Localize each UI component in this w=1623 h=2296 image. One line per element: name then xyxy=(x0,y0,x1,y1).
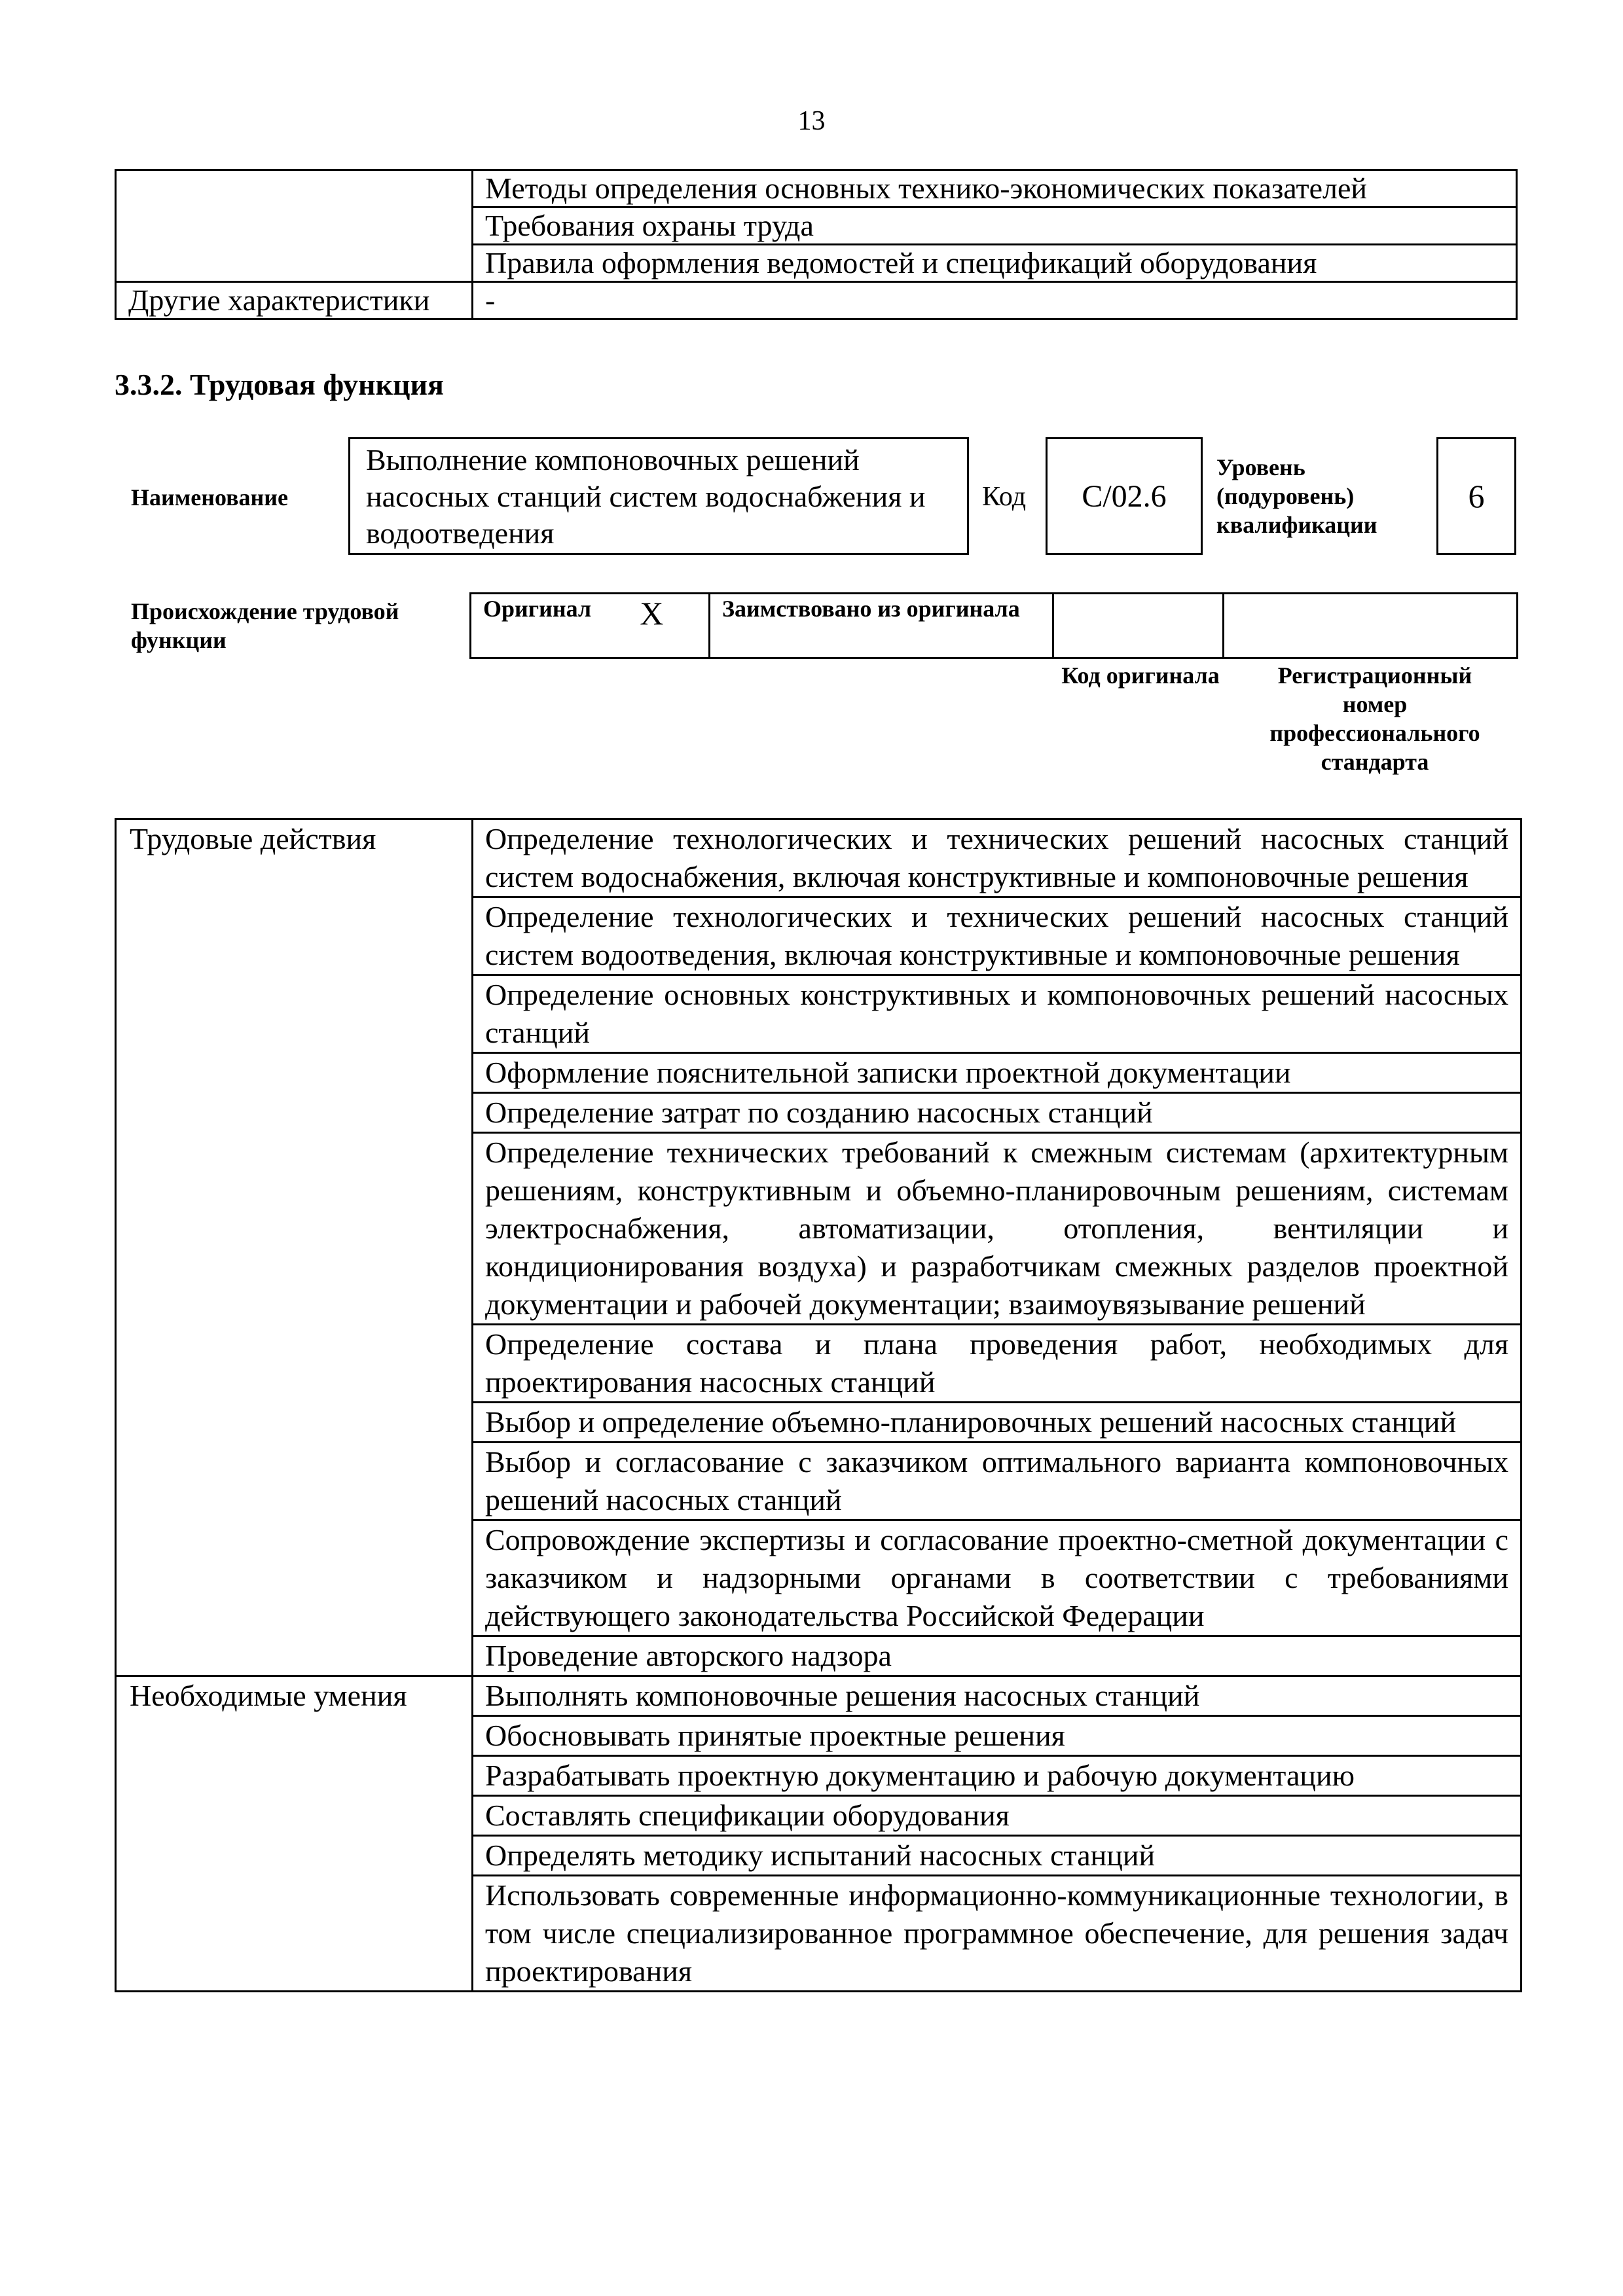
other-characteristics-label: Другие характеристики xyxy=(116,282,473,319)
level-label: Уровень (подуровень) квалификации xyxy=(1216,454,1377,538)
skill-item: Разрабатывать проектную документацию и рабочую документацию xyxy=(473,1756,1522,1796)
knowledge-item: Требования охраны труда xyxy=(473,207,1517,245)
labor-function-table xyxy=(115,818,1522,1992)
reg-number-caption: Регистрационный номер профессионального стандарта xyxy=(1269,662,1480,775)
page-number: 13 xyxy=(797,106,826,136)
borrowed-label: Заимствовано из оригинала xyxy=(710,594,1053,658)
name-label: Наименование xyxy=(131,484,288,511)
table-row xyxy=(116,170,1517,207)
skill-item: Использовать современные информационно-коммуникационные технологии, в том числе специализированное программное обеспечение, для решения задач проектирования xyxy=(473,1876,1522,1992)
labor-action-item: Определение технологических и технических решений насосных станций систем водоотведения, включая конструктивные и компоновочные решения xyxy=(473,897,1522,975)
empty-label-cell xyxy=(116,170,473,282)
labor-action-item: Определение состава и плана проведения работ, необходимых для проектирования насосных станций xyxy=(473,1325,1522,1403)
skill-item: Определять методику испытаний насосных станций xyxy=(473,1836,1522,1876)
original-label: Оригинал xyxy=(471,594,595,658)
labor-action-item: Определение основных конструктивных и компоновочных решений насосных станций xyxy=(473,975,1522,1053)
function-name-box: Выполнение компоновочных решений насосных станций систем водоснабжения и водоотведения xyxy=(348,437,969,555)
labor-action-item: Выбор и определение объемно-планировочных решений насосных станций xyxy=(473,1403,1522,1443)
labor-action-item: Определение технических требований к смежным системам (архитектурным решениям, конструктивным и объемно-планировочным решениям, системам электроснабжения, автоматизации, отопления, вентиляции и кондиционирования воздуха) и разработчикам смежных разделов проектной документации и рабочей документации; взаимоувязывание решений xyxy=(473,1133,1522,1325)
knowledge-item: Правила оформления ведомостей и спецификаций оборудования xyxy=(473,245,1517,282)
skill-item: Выполнять компоновочные решения насосных станций xyxy=(473,1676,1522,1716)
labor-action-item: Определение затрат по созданию насосных станций xyxy=(473,1093,1522,1133)
origin-label: Происхождение трудовой функции xyxy=(131,598,399,653)
table-row xyxy=(116,282,1517,319)
skill-item: Составлять спецификации оборудования xyxy=(473,1796,1522,1836)
table-row xyxy=(471,594,1518,658)
labor-action-item: Проведение авторского надзора xyxy=(473,1636,1522,1676)
reg-number-cell xyxy=(1224,594,1518,658)
function-code-box: C/02.6 xyxy=(1046,437,1203,555)
skill-item: Обосновывать принятые проектные решения xyxy=(473,1716,1522,1756)
labor-action-item: Сопровождение экспертизы и согласование проектно-сметной документации с заказчиком и надзорными органами в соответствии с требованиями действующего законодательства Российской Федерации xyxy=(473,1520,1522,1636)
function-level-box: 6 xyxy=(1436,437,1516,555)
knowledge-table xyxy=(115,169,1518,320)
labor-actions-label: Трудовые действия xyxy=(116,819,473,1676)
other-characteristics-value: - xyxy=(473,282,1517,319)
code-original-caption: Код оригинала xyxy=(1061,662,1220,689)
section-title: 3.3.2. Трудовая функция xyxy=(115,368,444,401)
origin-table xyxy=(469,592,1518,659)
skills-label: Необходимые умения xyxy=(116,1676,473,1992)
code-original-cell xyxy=(1053,594,1224,658)
labor-action-item: Определение технологических и технических решений насосных станций систем водоснабжения, включая конструктивные и компоновочные решения xyxy=(473,819,1522,897)
table-row xyxy=(116,1676,1522,1716)
code-label: Код xyxy=(982,482,1027,512)
labor-action-item: Выбор и согласование с заказчиком оптимального варианта компоновочных решений насосных станций xyxy=(473,1443,1522,1520)
knowledge-item: Методы определения основных технико-экономических показателей xyxy=(473,170,1517,207)
table-row xyxy=(116,819,1522,897)
original-mark: X xyxy=(595,594,710,658)
labor-action-item: Оформление пояснительной записки проектной документации xyxy=(473,1053,1522,1093)
